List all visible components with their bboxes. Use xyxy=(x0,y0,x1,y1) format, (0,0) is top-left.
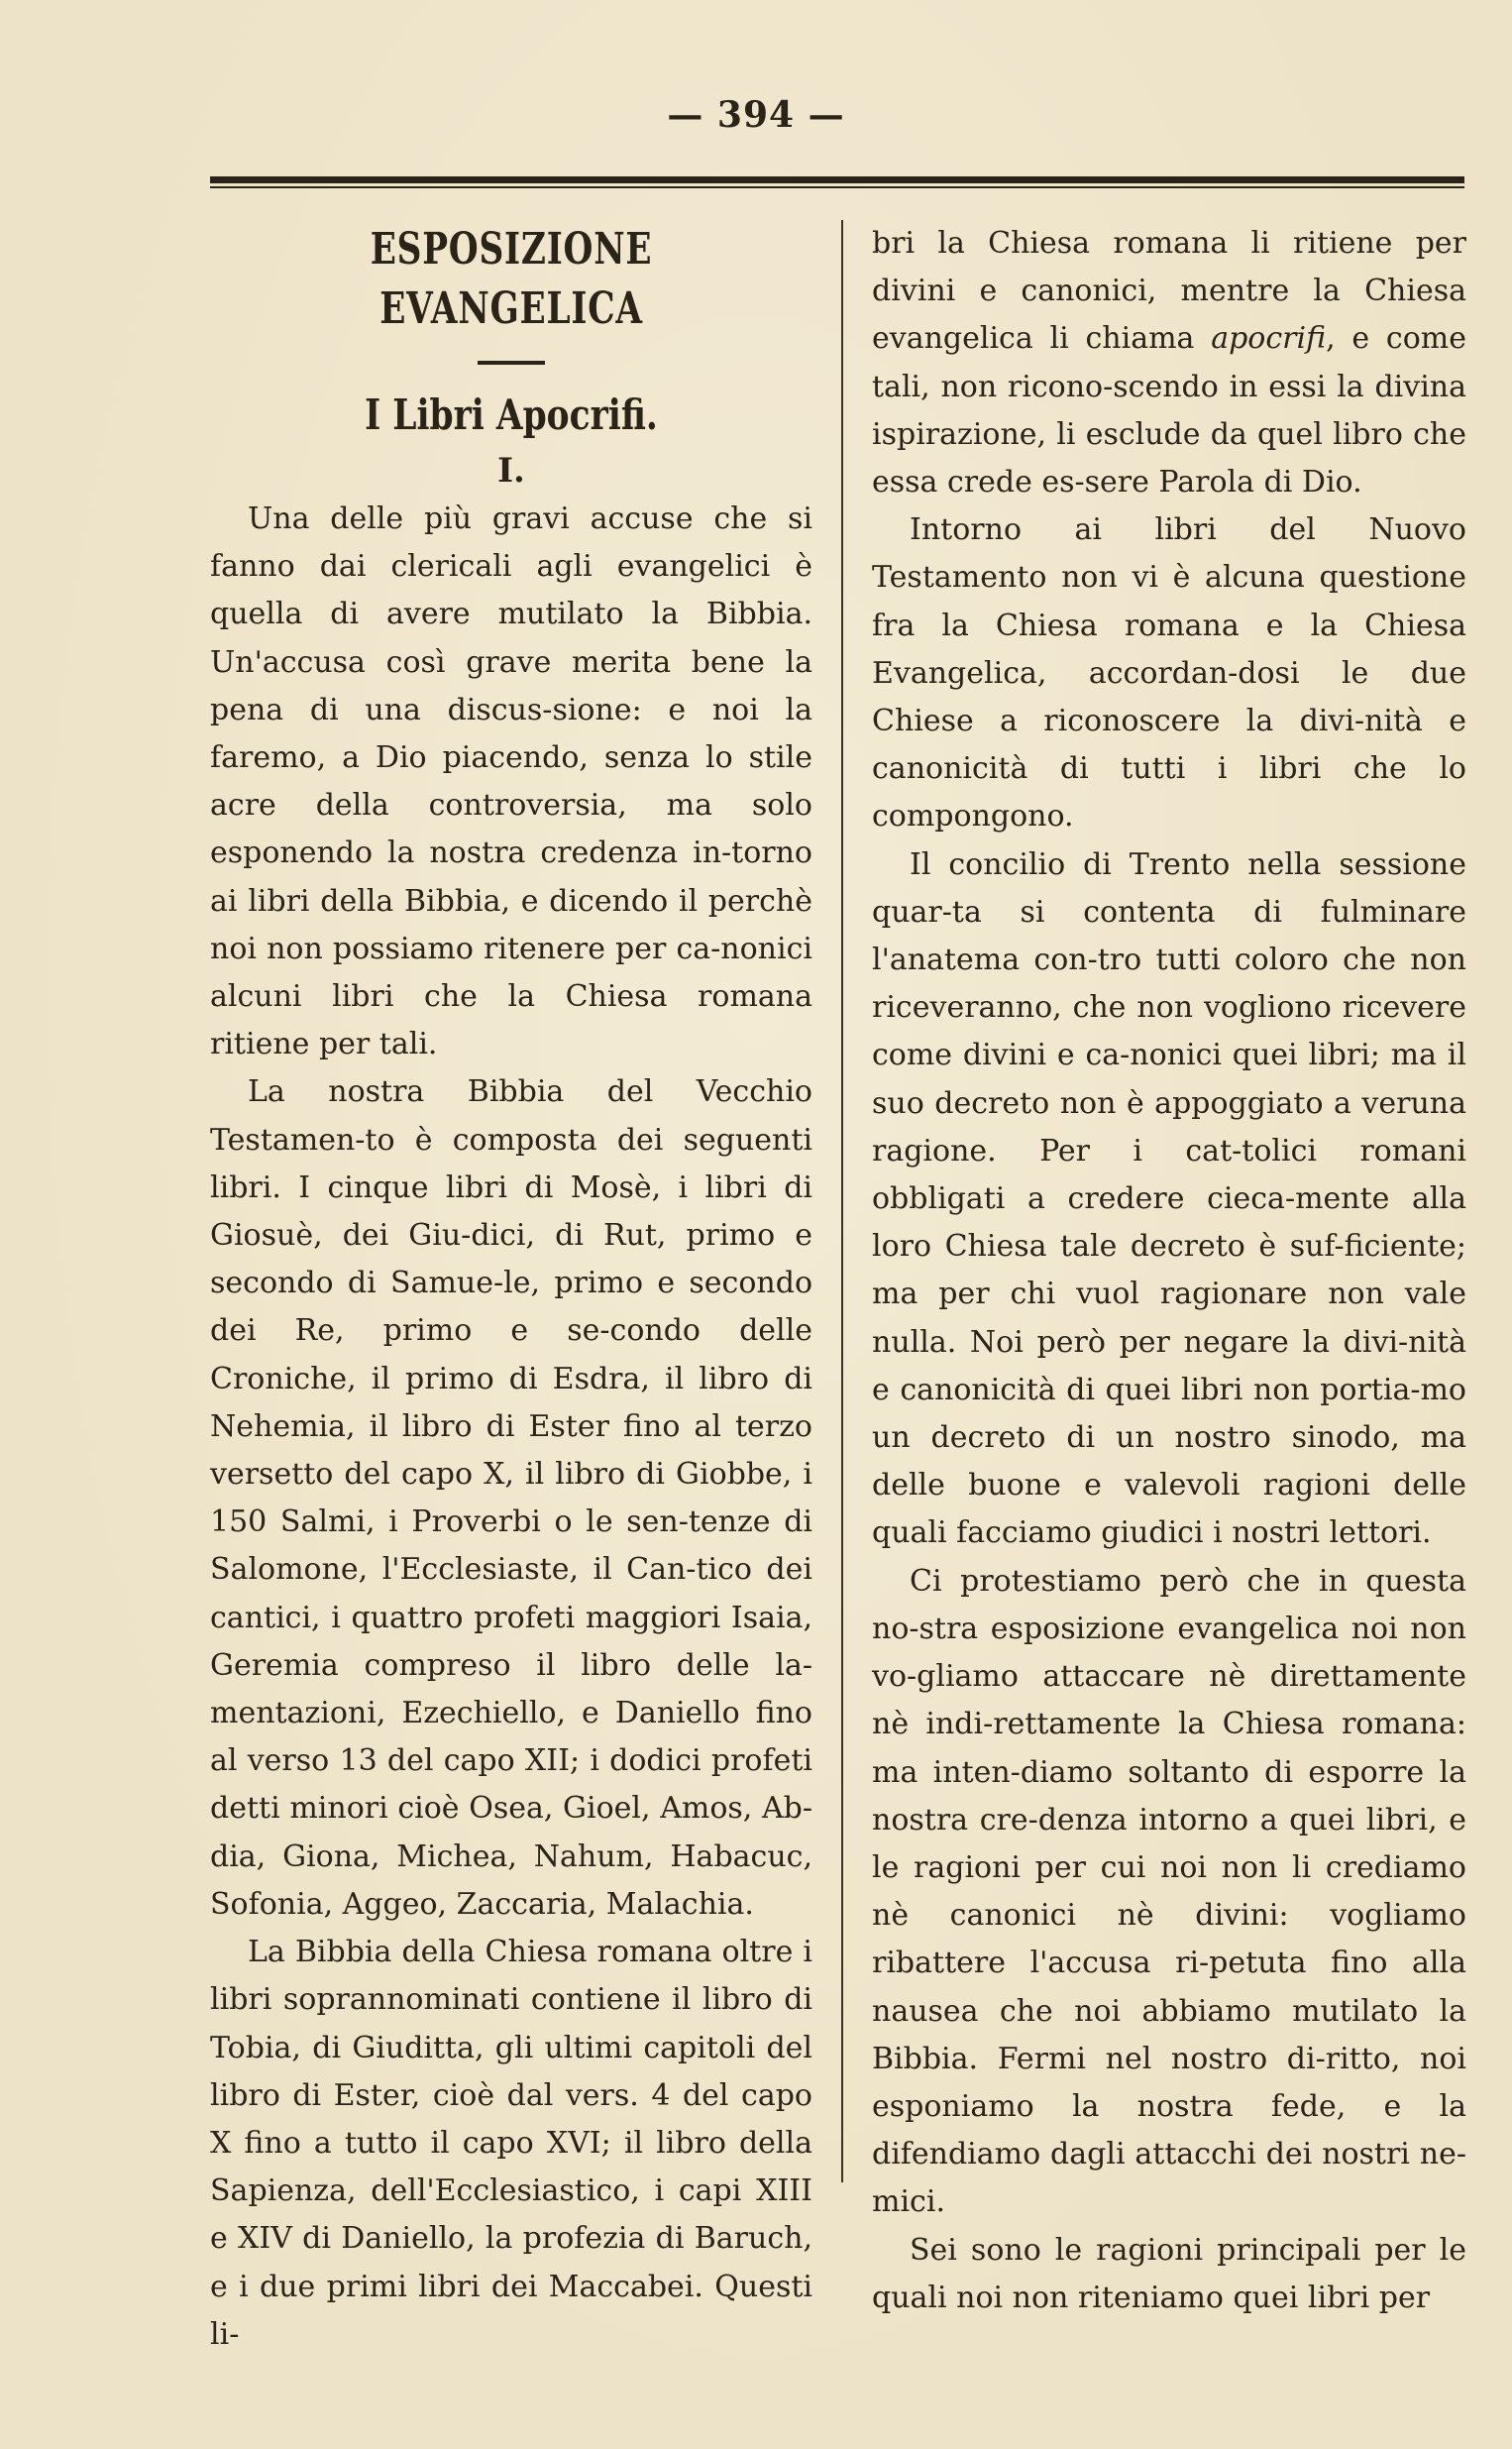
paragraph: La Bibbia della Chiesa romana oltre i libri soprannominati contiene il libro di Tobia, di Giuditta, gli ultimi capitoli del libro di Ester, cioè dal vers. 4 del capo X fino a tutto il capo XVI; il libro della Sapienza, dell'Ecclesiastico, i capi XIII e XIV di Daniello, la profezia di Baruch, e i due primi libri dei Maccabei. Questi li- xyxy=(210,1935,812,2352)
paragraph-text: Sei sono le ragioni principali per le quali noi non riteniamo quei libri per xyxy=(872,2232,1466,2315)
page-number: — 394 — xyxy=(667,94,845,136)
paragraph xyxy=(872,506,1466,840)
heading-rule xyxy=(478,361,545,365)
paragraph-text: Intorno ai libri del Nuovo Testamento non vi è alcuna questione fra la Chiesa romana e la Chiesa Evangelica, accordan-dosi le due Chiese a riconoscere la divi-nità e canonicità di tutti i libri che lo compongono. xyxy=(872,512,1466,835)
article-subheading: I Libri Apocrifi. xyxy=(365,390,658,439)
left-column xyxy=(210,220,812,2359)
paragraph-text: Ci protestiamo però che in questa no-stra esposizione evangelica noi non vo-gliamo attaccare nè direttamente nè indi-rettamente la Chiesa romana: ma inten-diamo soltanto di esporre la nostra cre-denza intorno a quei libri, e le ragioni per cui noi non li crediamo nè canonici nè divini: vogliamo ribattere l'accusa ri-petuta fino alla nausea che noi abbiamo mutilato la Bibbia. Fermi nel nostro di-ritto, noi esponiamo la nostra fede, e la difendiamo dagli attacchi dei nostri ne-mici. xyxy=(872,1563,1466,2220)
paragraph-text: Il concilio di Trento nella sessione quar-ta si contenta di fulminare l'anatema con-tro tutti coloro che non riceveranno, che non vogliono ricevere come divini e ca-nonici quei libri; ma il suo decreto non è appoggiato a veruna ragione. Per i cat-tolici romani obbligati a credere cieca-mente alla loro Chiesa tale decreto è suf-ficiente; ma per chi vuol ragionare non vale nulla. Noi però per negare la divi-nità e canonicità di quei libri non portia-mo un decreto di un nostro sinodo, ma delle buone e valevoli ragioni delle quali facciamo giudici i nostri lettori. xyxy=(872,846,1466,1551)
paragraph-text: bri la Chiesa romana li ritiene per divini e canonici, mentre la Chiesa evangelica li chiama xyxy=(872,226,1466,357)
paragraph xyxy=(872,841,1466,1558)
article-heading: ESPOSIZIONE EVANGELICA xyxy=(370,224,653,334)
italic-term: apocrifi xyxy=(1211,321,1327,357)
header-rule xyxy=(210,176,1464,183)
section-numeral: I. xyxy=(497,451,525,491)
right-column xyxy=(872,220,1466,2322)
paragraph xyxy=(872,1558,1466,2227)
paragraph: Una delle più gravi accuse che si fanno dai clericali agli evangelici è quella di avere mutilato la Bibbia. Un'accusa così grave merita bene la pena di una discus-sione: e noi la faremo, a Dio piacendo, senza lo stile acre della controversia, ma solo esponendo la nostra credenza in-torno ai libri della Bibbia, e dicendo il perchè noi non possiamo ritenere per ca-nonici alcuni libri che la Chiesa romana ritiene per tali. xyxy=(210,501,812,1062)
paragraph xyxy=(872,220,1466,506)
paragraph-text: , e come tali, non ricono-scendo in essi la divina ispirazione, li esclude da quel libro che essa crede es-sere Parola di Dio. xyxy=(872,321,1466,501)
column-divider xyxy=(841,220,843,2182)
paragraph: La nostra Bibbia del Vecchio Testamen-to è composta dei seguenti libri. I cinque libri di Mosè, i libri di Giosuè, dei Giu-dici, di Rut, primo e secondo di Samue-le, primo e secondo dei Re, primo e se-condo delle Croniche, il primo di Esdra, il libro di Nehemia, il libro di Ester fino al terzo versetto del capo X, il libro di Giobbe, i 150 Salmi, i Proverbi o le sen-tenze di Salomone, l'Ecclesiaste, il Can-tico dei cantici, i quattro profeti maggiori Isaia, Geremia compreso il libro delle la-mentazioni, Ezechiello, e Daniello fino al verso 13 del capo XII; i dodici profeti detti minori cioè Osea, Gioel, Amos, Ab-dia, Giona, Michea, Nahum, Habacuc, Sofonia, Aggeo, Zaccaria, Malachia. xyxy=(210,1074,812,1922)
paragraph xyxy=(872,2227,1466,2322)
header-rule-thin xyxy=(210,186,1464,188)
